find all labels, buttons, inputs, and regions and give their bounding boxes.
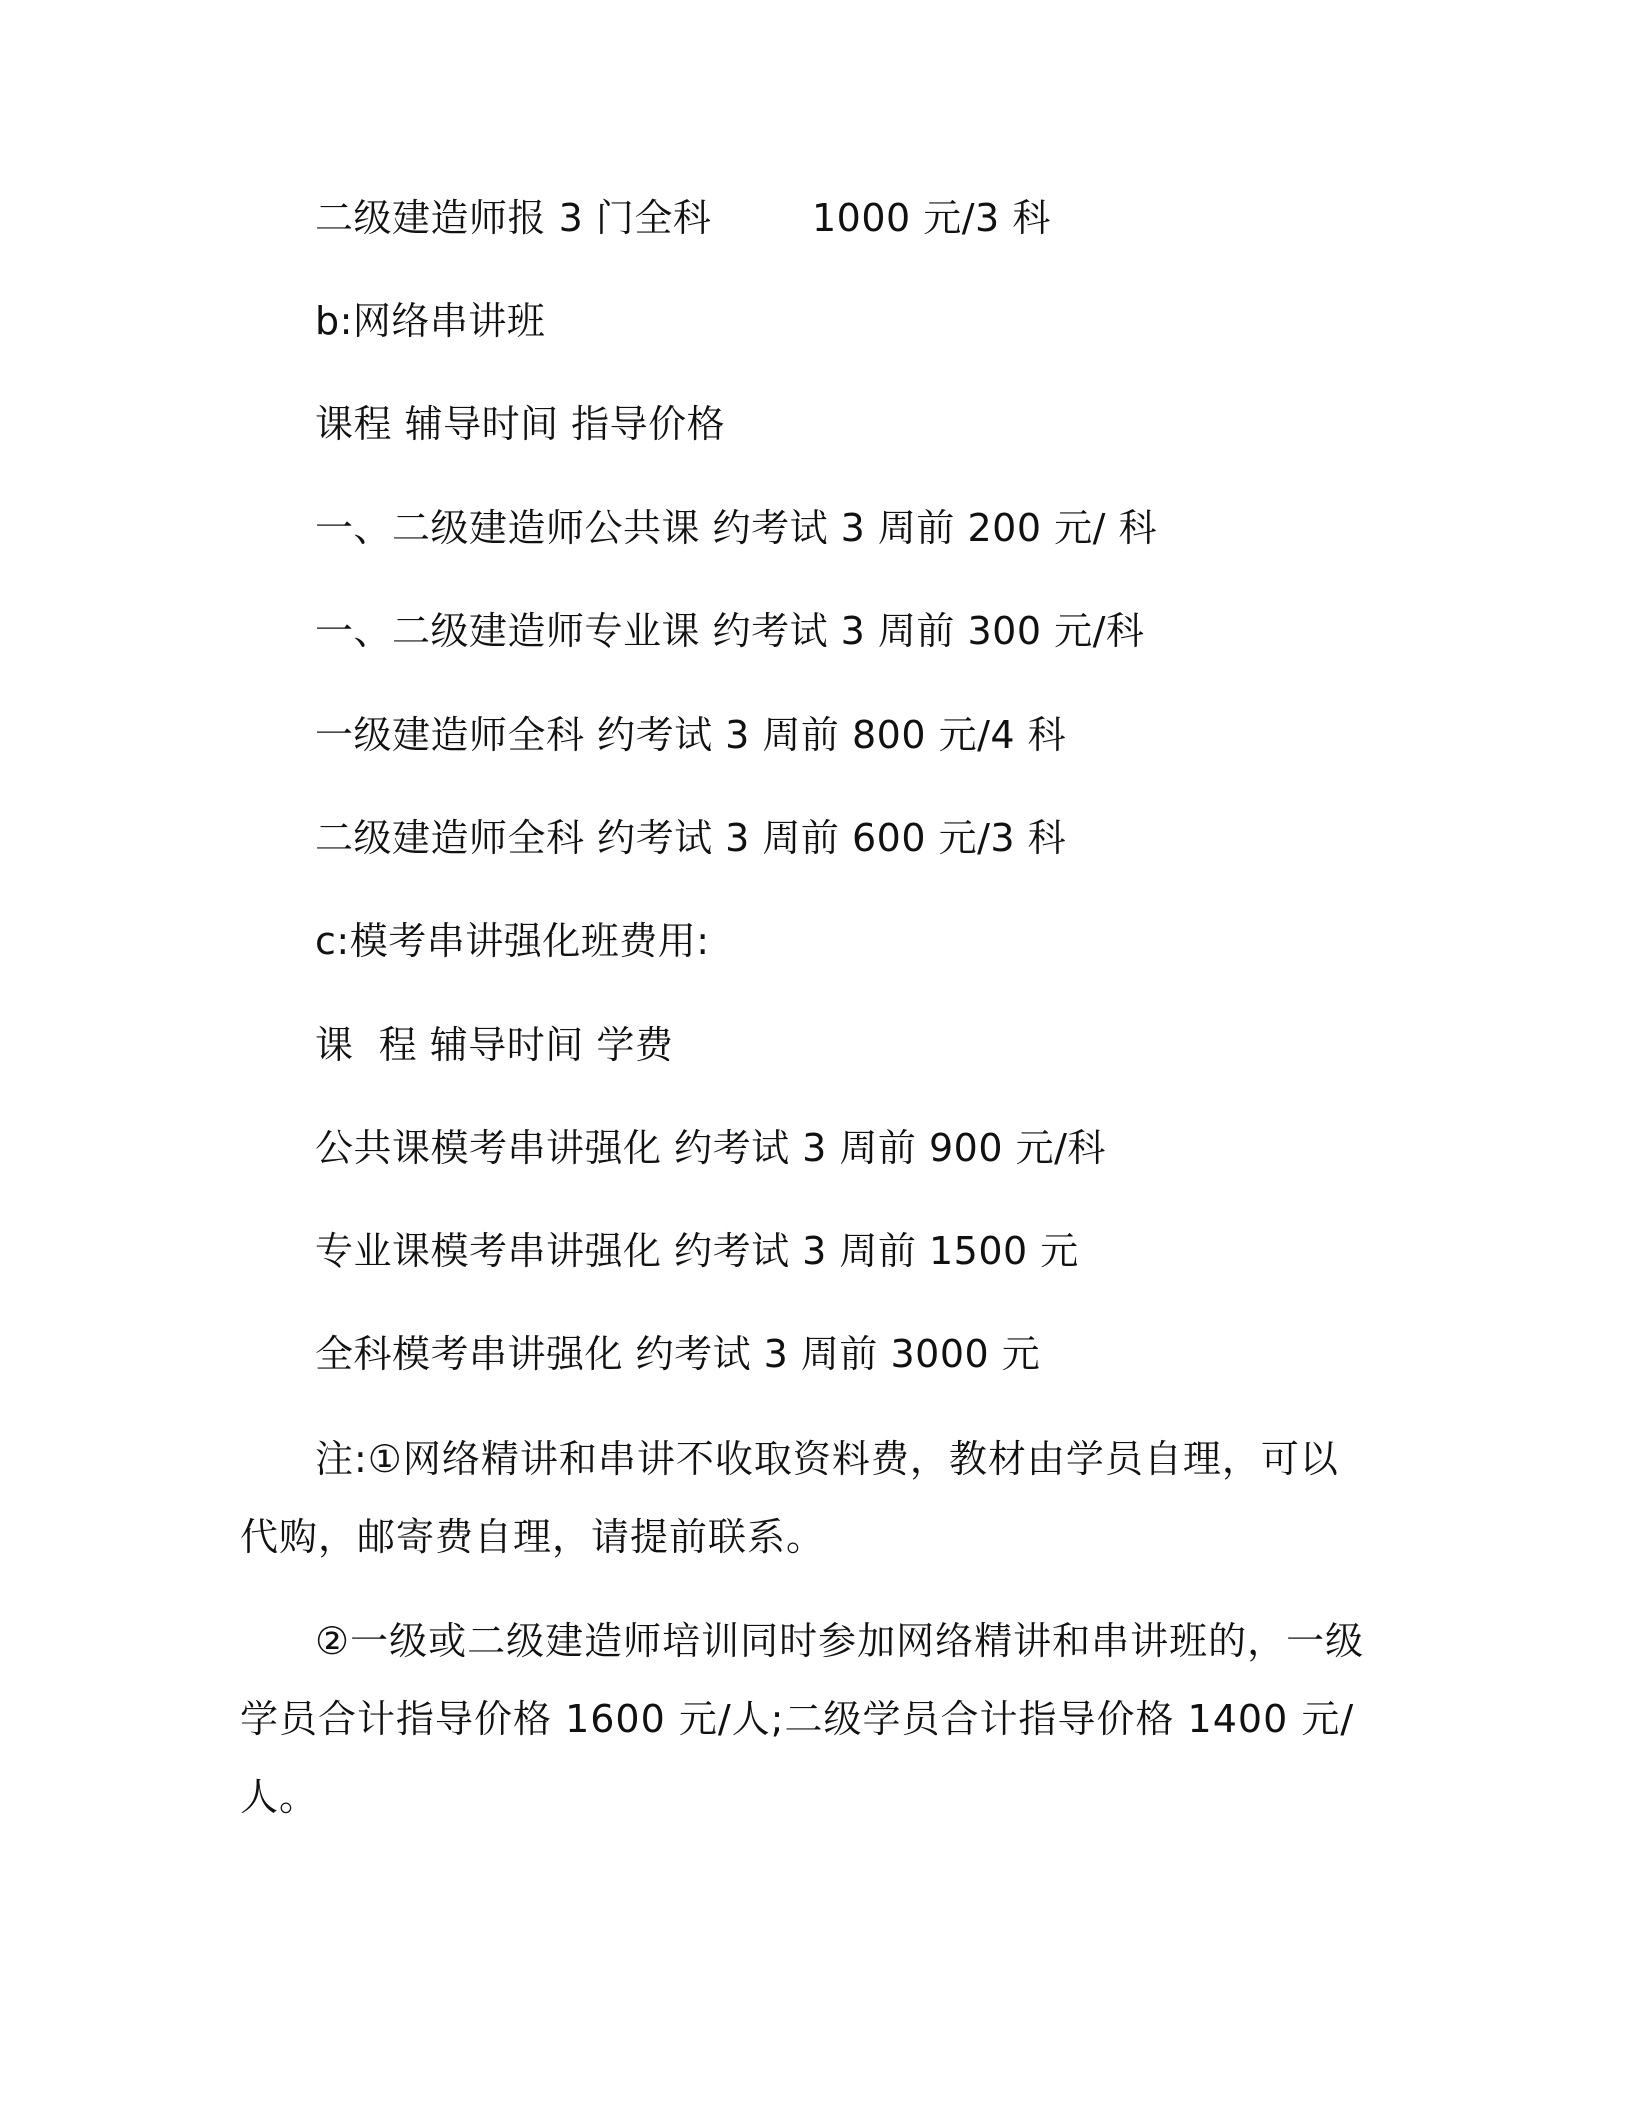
price-line-level2-all-subjects: 二级建造师全科 约考试 3 周前 600 元/3 科 bbox=[315, 816, 1067, 860]
section-heading-online-review-class: b:网络串讲班 bbox=[315, 299, 546, 343]
price-line-professional-mock: 专业课模考串讲强化 约考试 3 周前 1500 元 bbox=[315, 1229, 1079, 1273]
price-line-public-mock: 公共课模考串讲强化 约考试 3 周前 900 元/科 bbox=[315, 1126, 1106, 1170]
price-line-all-subjects-mock: 全科模考串讲强化 约考试 3 周前 3000 元 bbox=[315, 1332, 1041, 1376]
price-line-level2-three-subjects: 二级建造师报 3 门全科 1000 元/3 科 bbox=[315, 196, 1051, 240]
table-header-online-review: 课程 辅导时间 指导价格 bbox=[315, 402, 726, 446]
section-heading-mock-exam-class: c:模考串讲强化班费用: bbox=[315, 919, 710, 963]
price-line-level1-all-subjects: 一级建造师全科 约考试 3 周前 800 元/4 科 bbox=[315, 713, 1067, 757]
note-paragraph-2: ②一级或二级建造师培训同时参加网络精讲和串讲班的，一级学员合计指导价格 1600 元/人;二级学员合计指导价格 1400 元/人。 bbox=[240, 1619, 1365, 1819]
note-paragraph-1: 注:①网络精讲和串讲不收取资料费，教材由学员自理，可以代购，邮寄费自理，请提前联系。 bbox=[240, 1437, 1339, 1559]
price-line-public-course: 一、二级建造师公共课 约考试 3 周前 200 元/ 科 bbox=[315, 506, 1157, 550]
table-header-mock-exam: 课 程 辅导时间 学费 bbox=[315, 1023, 674, 1067]
price-line-professional-course: 一、二级建造师专业课 约考试 3 周前 300 元/科 bbox=[315, 609, 1145, 653]
